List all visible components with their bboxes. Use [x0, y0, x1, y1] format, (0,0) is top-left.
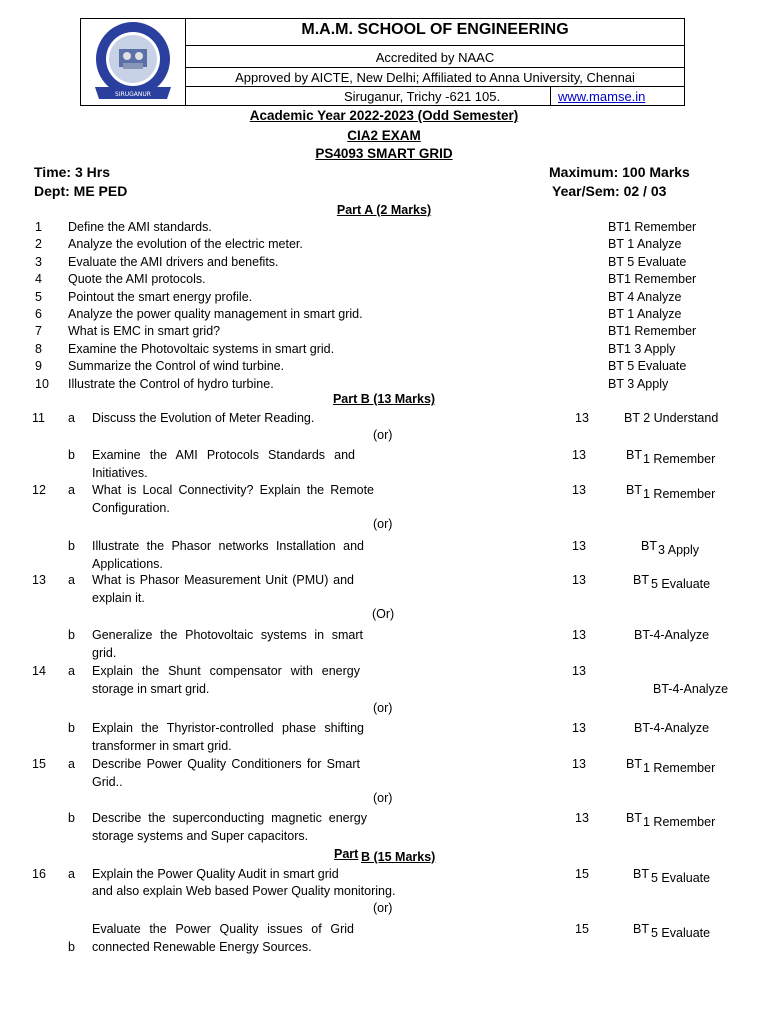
website-link[interactable]: www.mamse.in [558, 89, 646, 104]
question-text: Explain the Thyristor-controlled phase shifting transformer in smart grid. [92, 721, 364, 753]
year-semester: Year/Sem: 02 / 03 [552, 183, 667, 199]
college-header [80, 18, 685, 106]
bloom-level: BT 5 Evaluate [608, 254, 687, 269]
question-text: Explain the Power Quality Audit in smart grid [92, 867, 339, 881]
question-number: 4 [35, 272, 42, 287]
approval-text: Approved by AICTE, New Delhi; Affiliated to Anna University, Chennai [235, 70, 635, 85]
bloom-level: 5 Evaluate [651, 577, 711, 591]
bloom-level-prefix: BT [626, 811, 642, 825]
part-c-title: B (15 Marks) [361, 850, 436, 864]
bloom-level: 1 Remember [643, 815, 716, 829]
question-text: Analyze the power quality management in smart grid. [68, 307, 363, 321]
question-text: Quote the AMI protocols. [68, 272, 206, 287]
bloom-level: BT1 Remember [608, 324, 697, 339]
question-marks: 13 [572, 448, 586, 462]
exam-name: CIA2 EXAM [347, 128, 421, 143]
or-separator: (or) [373, 701, 393, 715]
bloom-level: BT 3 Apply [608, 376, 669, 391]
question-number: 2 [35, 237, 42, 252]
option-label: b [68, 628, 75, 642]
question-text: Summarize the Control of wind turbine. [68, 359, 285, 374]
question-marks: 13 [572, 664, 586, 678]
question-marks: 13 [572, 483, 586, 497]
question-marks: 13 [572, 721, 586, 735]
bloom-level: BT 1 Analyze [608, 307, 682, 321]
question-marks: 15 [575, 867, 589, 881]
option-label: a [68, 411, 75, 425]
option-label: a [68, 757, 75, 771]
question-marks: 13 [572, 628, 586, 642]
question-number: 13 [32, 573, 46, 587]
bloom-level: 1 Remember [643, 452, 716, 466]
question-marks: 13 [572, 573, 586, 587]
question-text: and also explain Web based Power Quality monitoring. [92, 884, 396, 898]
question-number: 14 [32, 664, 46, 678]
bloom-level-prefix: BT [641, 539, 657, 553]
question-text: Pointout the smart energy profile. [68, 289, 253, 304]
or-separator: (or) [373, 901, 393, 915]
option-label: a [68, 867, 75, 881]
question-number: 6 [35, 307, 42, 321]
bloom-level: BT-4-Analyze [634, 628, 710, 642]
part-a-title: Part A (2 Marks) [336, 203, 432, 217]
option-label: b [68, 940, 75, 954]
option-label: b [68, 539, 75, 553]
bloom-level-prefix: BT [626, 757, 642, 771]
department: Dept: ME PED [34, 183, 128, 199]
option-label: a [68, 573, 75, 587]
or-separator: (or) [373, 517, 393, 531]
part-c-title-word: Part [334, 847, 359, 861]
question-text: Illustrate the Phasor networks Installation and Applications. [92, 539, 364, 571]
bloom-level: BT-4-Analyze [653, 682, 729, 696]
question-text: Describe Power Quality Conditioners for Smart Grid.. [92, 757, 360, 789]
bloom-level-prefix: BT [626, 483, 642, 497]
course-title: PS4093 SMART GRID [315, 146, 453, 161]
question-text: What is Local Connectivity? Explain the Remote Configuration. [92, 483, 374, 515]
question-text: Analyze the evolution of the electric meter. [68, 237, 303, 252]
question-number: 12 [32, 483, 46, 497]
bloom-level-prefix: BT [626, 448, 642, 462]
question-text: What is Phasor Measurement Unit (PMU) and explain it. [92, 573, 354, 605]
school-name: M.A.M. SCHOOL OF ENGINEERING [301, 21, 569, 38]
header-divider [186, 67, 684, 68]
bloom-level-prefix: BT [633, 867, 649, 881]
question-number: 8 [35, 341, 42, 356]
bloom-level: BT 1 Analyze [608, 237, 682, 252]
question-number: 10 [35, 376, 49, 391]
or-separator: (Or) [372, 607, 395, 621]
option-label: b [68, 721, 75, 735]
question-number: 11 [32, 411, 45, 425]
question-marks: 13 [572, 539, 586, 553]
bloom-level: BT1 Remember [608, 220, 697, 234]
bloom-level: BT 2 Understand [624, 411, 719, 425]
question-text: Evaluate the AMI drivers and benefits. [68, 254, 279, 269]
address-text: Siruganur, Trichy -621 105. [344, 89, 501, 104]
option-label: a [68, 483, 75, 497]
header-divider [186, 45, 684, 46]
question-number: 3 [35, 254, 42, 269]
question-text: Discuss the Evolution of Meter Reading. [92, 411, 315, 425]
question-text: Examine the AMI Protocols Standards and Initiatives. [92, 448, 355, 480]
question-number: 9 [35, 359, 42, 374]
bloom-level: 1 Remember [643, 487, 716, 501]
exam-time: Time: 3 Hrs [34, 164, 110, 180]
question-marks: 15 [575, 922, 589, 936]
question-marks: 13 [572, 757, 586, 771]
college-logo-cell [81, 19, 186, 105]
question-text: Define the AMI standards. [68, 220, 212, 234]
bloom-level: BT1 Remember [608, 272, 697, 287]
question-text: Explain the Shunt compensator with energy storage in smart grid. [92, 664, 360, 696]
college-seal-icon [81, 19, 186, 105]
max-marks: Maximum: 100 Marks [549, 164, 690, 180]
question-text: Generalize the Photovoltaic systems in smart grid. [92, 628, 363, 660]
bloom-level: BT-4-Analyze [634, 721, 710, 735]
bloom-level-prefix: BT [633, 573, 649, 587]
question-text: Examine the Photovoltaic systems in smart grid. [68, 341, 335, 356]
part-b-title: Part B (13 Marks) [332, 392, 436, 406]
option-label: a [68, 664, 75, 678]
header-divider [550, 86, 551, 106]
question-number: 15 [32, 757, 46, 771]
bloom-level: BT1 3 Apply [608, 341, 676, 356]
bloom-level: 5 Evaluate [651, 871, 711, 885]
bloom-level: BT 5 Evaluate [608, 359, 687, 374]
question-text: What is EMC in smart grid? [68, 324, 221, 339]
academic-year: Academic Year 2022-2023 (Odd Semester) [249, 108, 519, 123]
accreditation-text: Accredited by NAAC [375, 50, 495, 65]
question-text: Illustrate the Control of hydro turbine. [68, 376, 274, 391]
question-marks: 13 [575, 811, 589, 825]
question-number: 5 [35, 289, 42, 304]
question-marks: 13 [575, 411, 589, 425]
header-divider [186, 86, 684, 87]
or-separator: (or) [373, 791, 393, 805]
bloom-level: 1 Remember [643, 761, 716, 775]
bloom-level: 3 Apply [658, 543, 700, 557]
bloom-level: BT 4 Analyze [608, 289, 682, 304]
question-number: 1 [35, 220, 42, 234]
question-text: Describe the superconducting magnetic energy storage systems and Super capacitors. [92, 811, 367, 843]
option-label: b [68, 811, 75, 825]
or-separator: (or) [373, 428, 393, 442]
bloom-level-prefix: BT [633, 922, 649, 936]
bloom-level: 5 Evaluate [651, 926, 711, 940]
question-number: 16 [32, 867, 46, 881]
question-number: 7 [35, 324, 42, 339]
question-text: Evaluate the Power Quality issues of Grid connected Renewable Energy Sources. [92, 922, 354, 954]
svg-text:SIRUGANUR: SIRUGANUR [115, 91, 151, 98]
option-label: b [68, 448, 75, 462]
